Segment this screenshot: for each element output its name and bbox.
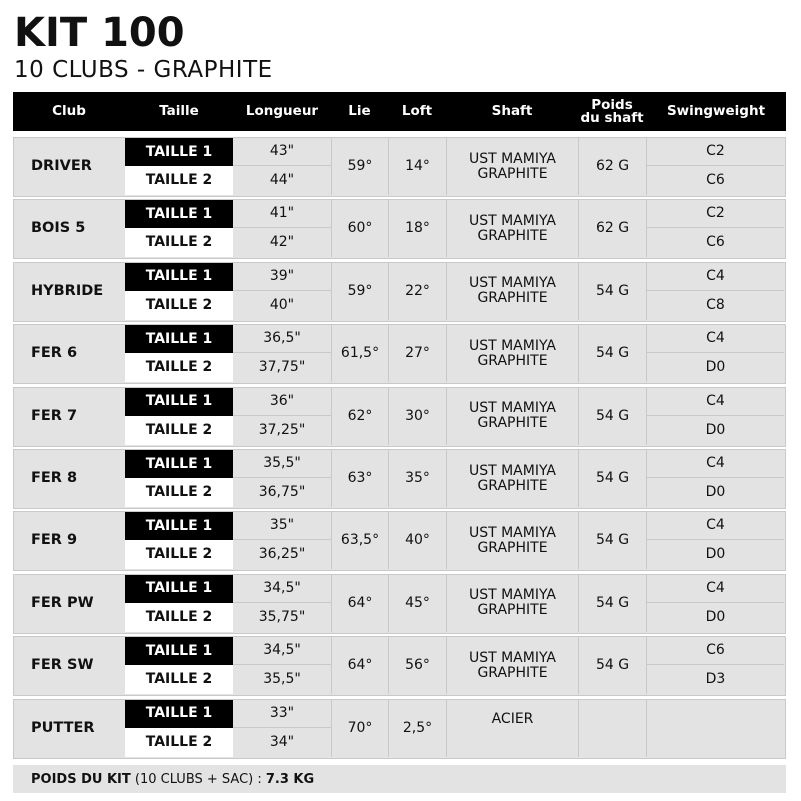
length-size-1: 33" [233, 700, 331, 728]
swingweight-size-1: C6 [646, 637, 784, 665]
length-size-1: 36" [233, 388, 331, 416]
shaft-weight [578, 700, 646, 757]
club-name: FER 8 [31, 470, 78, 486]
length-size-2: 36,75" [258, 484, 306, 500]
size-1-label: TAILLE 1 [125, 388, 233, 416]
size-2-label: TAILLE 2 [125, 353, 233, 382]
shaft-line2: GRAPHITE [477, 415, 548, 432]
shaft-weight: 54 G [578, 450, 646, 507]
lie-value: 59° [331, 263, 388, 320]
lie-value: 60° [331, 200, 388, 257]
size-1-label: TAILLE 1 [125, 700, 233, 728]
lie-value: 59° [331, 138, 388, 195]
page-title: KIT 100 [14, 10, 185, 56]
shaft-line2: GRAPHITE [477, 290, 548, 307]
swingweight-size-2: C8 [646, 291, 784, 320]
lie-value: 64° [331, 575, 388, 632]
shaft-weight: 54 G [578, 388, 646, 445]
header-lie: Lie [348, 103, 371, 119]
header-poids-shaft [578, 92, 646, 131]
shaft-line2: GRAPHITE [477, 539, 548, 556]
table-row [13, 699, 786, 759]
swingweight-size-1: C4 [646, 325, 784, 353]
size-2-label: TAILLE 2 [125, 603, 233, 632]
shaft-line1: UST MAMIYA [468, 649, 557, 666]
swingweight-size-1: C2 [646, 138, 784, 166]
shaft-weight: 54 G [578, 263, 646, 320]
shaft-value [446, 138, 578, 195]
size-2-label: TAILLE 2 [125, 166, 233, 195]
club-name: FER 9 [31, 532, 78, 549]
size-2-label: TAILLE 2 [125, 540, 233, 569]
swingweight-size-1 [646, 700, 784, 728]
shaft-line2: GRAPHITE [477, 477, 548, 494]
size-2-label: TAILLE 2 [125, 228, 233, 257]
size-1-label: TAILLE 1 [125, 200, 233, 228]
length-size-1: 35,5" [233, 450, 331, 478]
shaft-value [446, 263, 578, 320]
shaft-line1: UST MAMIYA [468, 462, 557, 479]
length-size-2: 44" [269, 172, 295, 188]
swingweight-size-2: D0 [646, 416, 784, 445]
swingweight-size-2 [646, 728, 784, 757]
loft-value: 45° [388, 575, 446, 632]
size-2-label: TAILLE 2 [125, 665, 233, 694]
header-shaft: Shaft [491, 103, 533, 119]
lie-value: 70° [331, 700, 388, 757]
size-1-label: TAILLE 1 [125, 138, 233, 166]
size-1-label: TAILLE 1 [125, 637, 233, 665]
swingweight-size-2: C6 [646, 166, 784, 195]
swingweight-size-1: C4 [646, 450, 784, 478]
club-name: PUTTER [31, 719, 95, 736]
page-subtitle: 10 CLUBS - GRAPHITE [14, 57, 273, 83]
shaft-line1: UST MAMIYA [468, 587, 557, 604]
footer-value: 7.3 KG [265, 771, 315, 787]
shaft-line2: GRAPHITE [477, 664, 548, 681]
size-1-label: TAILLE 1 [125, 450, 233, 478]
shaft-line1: UST MAMIYA [468, 524, 557, 541]
swingweight-size-1: C4 [646, 512, 784, 540]
club-name: FER SW [31, 657, 94, 674]
loft-value: 27° [388, 325, 446, 382]
club-name: FER PW [31, 594, 94, 611]
length-size-2: 37,75" [258, 359, 306, 376]
swingweight-size-2: C6 [646, 228, 784, 257]
swingweight-size-2: D0 [646, 353, 784, 382]
shaft-line1: UST MAMIYA [468, 212, 557, 229]
size-1-label: TAILLE 1 [125, 575, 233, 603]
shaft-line1: UST MAMIYA [468, 150, 557, 167]
length-size-2: 35,75" [258, 608, 306, 625]
length-size-2: 34" [269, 733, 295, 750]
shaft-line1: ACIER [491, 710, 534, 727]
shaft-value [446, 450, 578, 507]
shaft-weight: 54 G [578, 637, 646, 694]
lie-value: 62° [331, 388, 388, 445]
table-row [13, 387, 786, 447]
swingweight-size-1: C4 [646, 388, 784, 416]
table-row [13, 199, 786, 259]
length-size-1: 39" [233, 263, 331, 291]
footer-detail: (10 CLUBS + SAC) : [130, 771, 266, 787]
header-swingweight: Swingweight [666, 103, 766, 119]
size-1-label: TAILLE 1 [125, 325, 233, 353]
shaft-line2: GRAPHITE [477, 602, 548, 619]
kit-weight-footer [13, 765, 786, 793]
header-longueur: Longueur [245, 103, 319, 119]
size-2-label: TAILLE 2 [125, 728, 233, 757]
loft-value: 30° [388, 388, 446, 445]
club-name: DRIVER [31, 158, 92, 174]
footer-label: POIDS DU KIT [31, 771, 131, 787]
shaft-value [446, 637, 578, 694]
shaft-line2: GRAPHITE [477, 352, 548, 369]
table-row [13, 574, 786, 634]
shaft-weight: 62 G [578, 138, 646, 195]
shaft-weight: 62 G [578, 200, 646, 257]
swingweight-size-1: C2 [646, 200, 784, 228]
shaft-weight: 54 G [578, 512, 646, 569]
loft-value: 40° [388, 512, 446, 569]
loft-value: 35° [388, 450, 446, 507]
swingweight-size-1: C4 [646, 263, 784, 291]
table-row [13, 324, 786, 384]
club-name: FER 7 [31, 407, 78, 424]
loft-value: 14° [388, 138, 446, 195]
loft-value: 2,5° [388, 700, 446, 757]
club-name: FER 6 [31, 345, 78, 362]
table-row [13, 511, 786, 571]
size-2-label: TAILLE 2 [125, 478, 233, 507]
shaft-line1: UST MAMIYA [468, 400, 557, 417]
lie-value: 63° [331, 450, 388, 507]
length-size-2: 35,5" [263, 671, 301, 688]
loft-value: 56° [388, 637, 446, 694]
table-row [13, 449, 786, 509]
shaft-value [446, 575, 578, 632]
swingweight-size-2: D0 [646, 478, 784, 507]
table-row [13, 262, 786, 322]
length-size-1: 36,5" [233, 325, 331, 353]
header-taille: Taille [159, 103, 199, 119]
shaft-line1: UST MAMIYA [468, 275, 557, 292]
table-header [13, 92, 786, 131]
lie-value: 63,5° [331, 512, 388, 569]
shaft-value [446, 325, 578, 382]
length-size-2: 40" [269, 296, 295, 313]
table-row [13, 137, 786, 197]
header-club: Club [52, 103, 86, 119]
loft-value: 18° [388, 200, 446, 257]
shaft-line2: GRAPHITE [477, 165, 548, 182]
length-size-1: 34,5" [233, 575, 331, 603]
length-size-1: 34,5" [233, 637, 331, 665]
club-name: HYBRIDE [31, 282, 104, 299]
shaft-weight: 54 G [578, 325, 646, 382]
header-loft: Loft [401, 103, 433, 119]
size-1-label: TAILLE 1 [125, 512, 233, 540]
lie-value: 64° [331, 637, 388, 694]
shaft-value [446, 388, 578, 445]
club-name: BOIS 5 [31, 220, 86, 237]
shaft-weight: 54 G [578, 575, 646, 632]
swingweight-size-2: D0 [646, 540, 784, 569]
length-size-2: 37,25" [258, 421, 306, 438]
header-poids-line1: Poids [591, 96, 633, 113]
size-1-label: TAILLE 1 [125, 263, 233, 291]
loft-value: 22° [388, 263, 446, 320]
swingweight-size-2: D0 [646, 603, 784, 632]
size-2-label: TAILLE 2 [125, 291, 233, 320]
header-poids-line2: du shaft [580, 109, 644, 126]
lie-value: 61,5° [331, 325, 388, 382]
shaft-value [446, 200, 578, 257]
length-size-1: 43" [233, 138, 331, 166]
shaft-line1: UST MAMIYA [468, 337, 557, 354]
length-size-2: 36,25" [258, 546, 306, 563]
swingweight-size-1: C4 [646, 575, 784, 603]
shaft-line2: GRAPHITE [477, 227, 548, 244]
length-size-2: 42" [269, 234, 295, 251]
size-2-label: TAILLE 2 [125, 416, 233, 445]
shaft-value [446, 700, 578, 757]
length-size-1: 41" [233, 200, 331, 228]
table-row [13, 636, 786, 696]
shaft-value [446, 512, 578, 569]
length-size-1: 35" [233, 512, 331, 540]
swingweight-size-2: D3 [646, 665, 784, 694]
